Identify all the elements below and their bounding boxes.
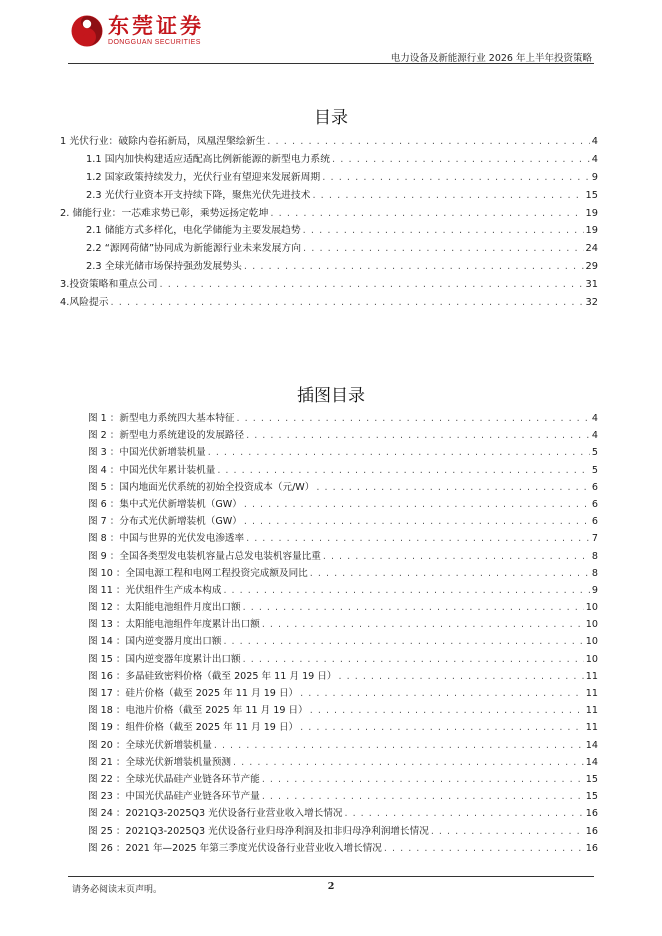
toc-entry[interactable]: 3.投资策略和重点公司 . . . 31 [60,276,598,294]
figure-entry[interactable]: 图 4 ：中国光伏年累计装机量 . . . 5 [88,462,598,479]
toc-entry[interactable]: 2.3 光伏行业资本开支持续下降，聚焦光伏先进技术 . . . 15 [60,187,598,205]
toc-entry[interactable]: 4.风险提示 . . . 32 [60,294,598,312]
footer-divider [68,876,594,877]
figure-entry[interactable]: 图 23 ：中国光伏晶硅产业链各环节产量 . . . 15 [88,788,598,805]
figure-entry[interactable]: 图 17 ：硅片价格（截至 2025 年 11 月 19 日） . . . 11 [88,685,598,702]
company-logo [70,14,204,48]
toc-entry[interactable]: 2.2 “源网荷储”协同成为新能源行业未来发展方向 . . . 24 [60,240,598,258]
figure-entry[interactable]: 图 14 ：国内逆变器月度出口额 . . . 10 [88,633,598,650]
figure-entry[interactable]: 图 22 ：全球光伏晶硅产业链各环节产能 . . . 15 [88,771,598,788]
figure-entry[interactable]: 图 1 ：新型电力系统四大基本特征 . . . 4 [88,410,598,427]
figure-entry[interactable]: 图 2 ：新型电力系统建设的发展路径 . . . 4 [88,427,598,444]
figure-entry[interactable]: 图 11 ：光伏组件生产成本构成 . . . 9 [88,582,598,599]
figures-title: 插图目录 [297,386,365,406]
figure-entry[interactable]: 图 19 ：组件价格（截至 2025 年 11 月 19 日） . . . 11 [88,719,598,736]
logo-emblem-icon [70,14,104,48]
figure-entry[interactable]: 图 10 ：全国电源工程和电网工程投资完成额及同比 . . . 8 [88,565,598,582]
figure-entry[interactable]: 图 7 ：分布式光伏新增装机（GW） . . . 6 [88,513,598,530]
logo-chinese-name: 东莞证券 [108,13,204,38]
page-number: 2 [327,881,335,892]
toc-entry[interactable]: 1 光伏行业：破除内卷拓新局，凤凰涅槃绘新生 . . . 4 [60,133,598,151]
toc-entry[interactable]: 1.1 国内加快构建适应适配高比例新能源的新型电力系统 . . . 4 [60,151,598,169]
figure-entry[interactable]: 图 12 ：太阳能电池组件月度出口额 . . . 10 [88,599,598,616]
toc-title: 目录 [314,108,348,128]
toc-entry[interactable]: 2.1 储能方式多样化，电化学储能为主要发展趋势 . . . 19 [60,222,598,240]
figure-entry[interactable]: 图 3 ：中国光伏新增装机量 . . . 5 [88,444,598,461]
toc-entry[interactable]: 2.3 全球光储市场保持强劲发展势头 . . . 29 [60,258,598,276]
report-title: 电力设备及新能源行业 2026 年上半年投资策略 [390,53,592,64]
figure-entry[interactable]: 图 15 ：国内逆变器年度累计出口额 . . . 10 [88,651,598,668]
figure-entry[interactable]: 图 18 ：电池片价格（截至 2025 年 11 月 19 日） . . . 11 [88,702,598,719]
figure-entry[interactable]: 图 25 ：2021Q3-2025Q3 光伏设备行业归母净利润及扣非归母净利润增长情况 . . . 16 [88,823,598,840]
figure-entry[interactable]: 图 21 ：全球光伏新增装机量预测 . . . 14 [88,754,598,771]
figure-entry[interactable]: 图 8 ：中国与世界的光伏发电渗透率 . . . 7 [88,530,598,547]
logo-english-name: DONGGUAN SECURITIES [108,39,201,46]
figure-entry[interactable]: 图 13 ：太阳能电池组件年度累计出口额 . . . 10 [88,616,598,633]
figure-entry[interactable]: 图 9 ：全国各类型发电装机容量占总发电装机容量比重 . . . 8 [88,548,598,565]
figure-entry[interactable]: 图 6 ：集中式光伏新增装机（GW） . . . 6 [88,496,598,513]
figure-entry[interactable]: 图 5 ：国内地面光伏系统的初始全投资成本（元/W） . . . 6 [88,479,598,496]
figure-entry[interactable]: 图 16 ：多晶硅致密料价格（截至 2025 年 11 月 19 日） . . . 11 [88,668,598,685]
footer-disclaimer: 请务必阅读末页声明。 [72,885,163,895]
page-header [0,0,662,66]
list-of-figures [88,410,598,857]
table-of-contents [60,133,598,312]
figure-entry[interactable]: 图 24 ：2021Q3-2025Q3 光伏设备行业营业收入增长情况 . . . 16 [88,805,598,822]
toc-entry[interactable]: 2. 储能行业：一芯难求势已彰，乘势远扬定乾坤 . . . 19 [60,205,598,223]
toc-entry[interactable]: 1.2 国家政策持续发力，光伏行业有望迎来发展新周期 . . . 9 [60,169,598,187]
figure-entry[interactable]: 图 26 ：2021 年—2025 年第三季度光伏设备行业营业收入增长情况 . . . 16 [88,840,598,857]
figure-entry[interactable]: 图 20 ：全球光伏新增装机量 . . . 14 [88,737,598,754]
header-divider [68,63,594,64]
